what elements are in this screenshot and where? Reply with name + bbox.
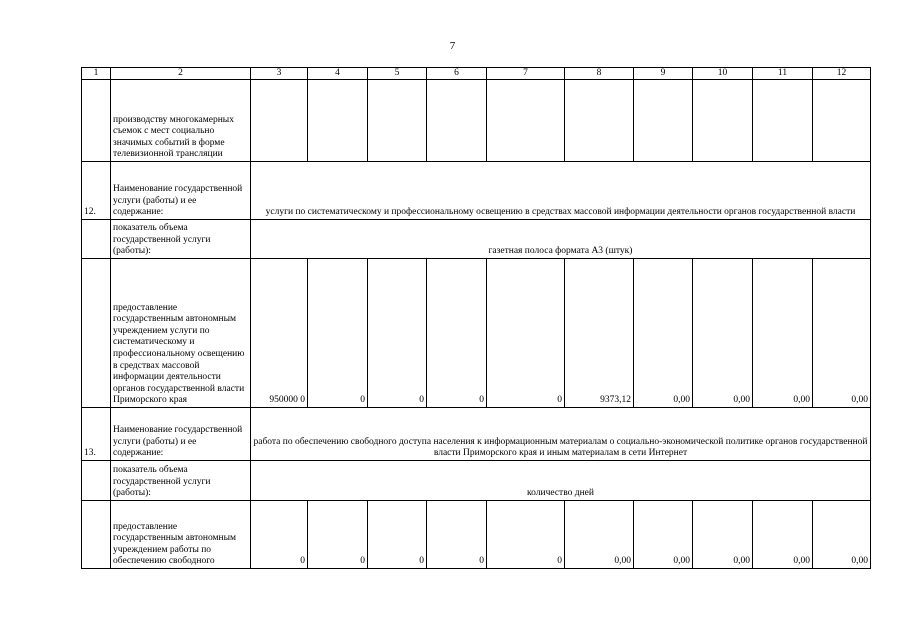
value-cell: 0 bbox=[427, 501, 487, 569]
provision-description: предоставление государственным автономным учреждением работы по обеспечению свободного bbox=[111, 501, 251, 569]
value-cell bbox=[427, 80, 487, 162]
value-cell: 0 bbox=[427, 259, 487, 408]
service-name-value: работа по обеспечению свободного доступа населения к информационным материалам о социально-экономической политике органов государственной власти Приморского края и иным материалам в сети Интернет bbox=[251, 408, 871, 461]
value-cell: 950000 0 bbox=[251, 259, 308, 408]
service-name-value: услуги по систематическому и профессиональному освещению в средствах массовой информации деятельности органов государственной власти bbox=[251, 162, 871, 220]
column-header: 7 bbox=[487, 68, 565, 80]
table-row bbox=[82, 259, 871, 408]
table-row bbox=[82, 461, 871, 501]
description-cell: производству многокамерных съемок с мест социально значимых событий в форме телевизионной трансляции bbox=[111, 80, 251, 162]
column-header: 10 bbox=[693, 68, 753, 80]
value-cell bbox=[308, 80, 368, 162]
index-cell bbox=[82, 80, 111, 162]
value-cell: 0,00 bbox=[565, 501, 634, 569]
service-name-label: Наименование государственной услуги (работы) и ее содержание: bbox=[111, 162, 251, 220]
column-header: 8 bbox=[565, 68, 634, 80]
value-cell: 0,00 bbox=[693, 501, 753, 569]
value-cell: 0,00 bbox=[813, 501, 871, 569]
column-header: 5 bbox=[368, 68, 427, 80]
value-cell: 0,00 bbox=[813, 259, 871, 408]
value-cell bbox=[813, 80, 871, 162]
index-cell bbox=[82, 220, 111, 259]
budget-table bbox=[81, 67, 871, 569]
column-header: 11 bbox=[753, 68, 813, 80]
indicator-value: количество дней bbox=[251, 461, 871, 501]
indicator-value: газетная полоса формата А3 (штук) bbox=[251, 220, 871, 259]
row-index: 13. bbox=[82, 408, 111, 461]
value-cell: 0,00 bbox=[753, 259, 813, 408]
value-cell: 0 bbox=[368, 259, 427, 408]
value-cell: 0 bbox=[251, 501, 308, 569]
index-cell bbox=[82, 259, 111, 408]
table-row bbox=[82, 220, 871, 259]
index-cell bbox=[82, 501, 111, 569]
table-row bbox=[82, 80, 871, 162]
table-row bbox=[82, 408, 871, 461]
table-row bbox=[82, 501, 871, 569]
value-cell: 9373,12 bbox=[565, 259, 634, 408]
column-header: 12 bbox=[813, 68, 871, 80]
column-header: 4 bbox=[308, 68, 368, 80]
indicator-label: показатель объема государственной услуги (работы): bbox=[111, 220, 251, 259]
value-cell bbox=[634, 80, 693, 162]
value-cell bbox=[368, 80, 427, 162]
value-cell bbox=[753, 80, 813, 162]
value-cell: 0,00 bbox=[753, 501, 813, 569]
column-header: 2 bbox=[111, 68, 251, 80]
value-cell: 0,00 bbox=[634, 501, 693, 569]
value-cell bbox=[487, 80, 565, 162]
value-cell bbox=[251, 80, 308, 162]
column-header: 1 bbox=[82, 68, 111, 80]
value-cell: 0 bbox=[368, 501, 427, 569]
indicator-label: показатель объема государственной услуги (работы): bbox=[111, 461, 251, 501]
row-index: 12. bbox=[82, 162, 111, 220]
page-number: 7 bbox=[449, 40, 456, 52]
value-cell: 0 bbox=[308, 501, 368, 569]
value-cell: 0 bbox=[308, 259, 368, 408]
column-header: 9 bbox=[634, 68, 693, 80]
column-header-row bbox=[82, 68, 871, 80]
table-row bbox=[82, 162, 871, 220]
provision-description: предоставление государственным автономным учреждением услуги по систематическому и профессиональному освещению в средствах массовой информации деятельности органов государственной власти Приморского края bbox=[111, 259, 251, 408]
index-cell bbox=[82, 461, 111, 501]
value-cell: 0,00 bbox=[693, 259, 753, 408]
value-cell bbox=[565, 80, 634, 162]
service-name-label: Наименование государственной услуги (работы) и ее содержание: bbox=[111, 408, 251, 461]
column-header: 3 bbox=[251, 68, 308, 80]
value-cell: 0,00 bbox=[634, 259, 693, 408]
value-cell bbox=[693, 80, 753, 162]
column-header: 6 bbox=[427, 68, 487, 80]
value-cell: 0 bbox=[487, 501, 565, 569]
value-cell: 0 bbox=[487, 259, 565, 408]
